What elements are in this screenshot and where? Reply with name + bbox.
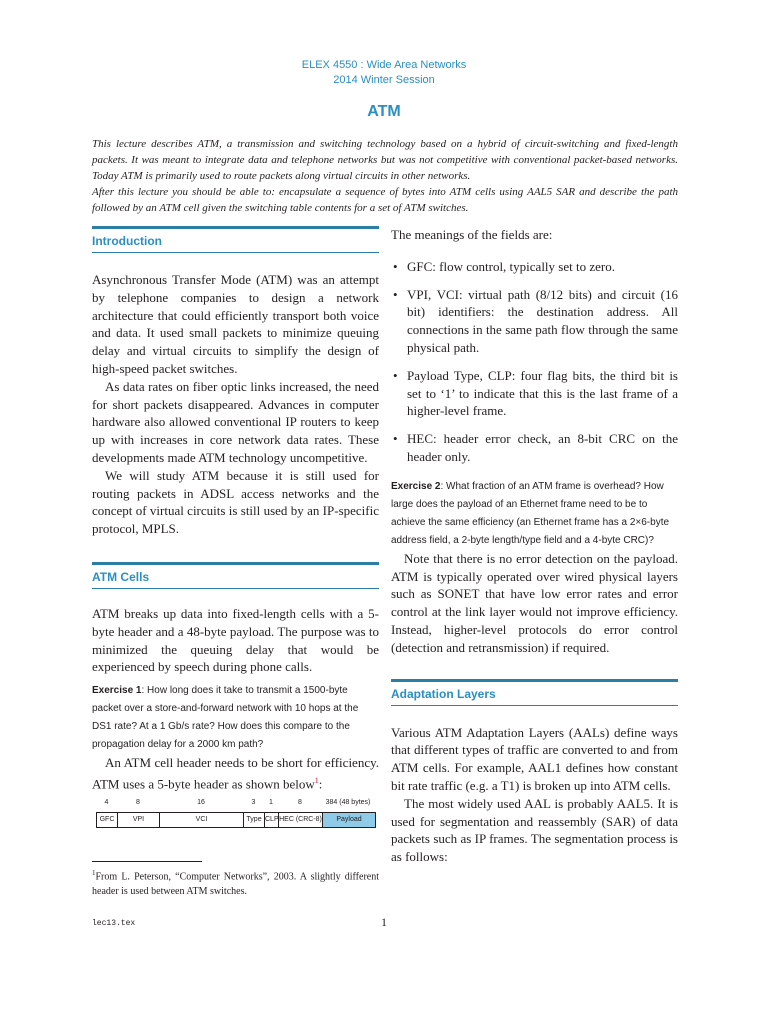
intro-paragraph-2: As data rates on fiber optic links increased, the need for short packets disappeared. Advances in computer hardware also allowed conventional IP routers to keep up with increases in core network data rates. These developments made ATM technology uncompetitive. bbox=[92, 378, 379, 465]
footnote bbox=[92, 866, 379, 899]
section-heading: Introduction bbox=[92, 234, 162, 248]
intro-paragraph-3: We will study ATM because it is still used for routing packets in ADSL access networks and the concept of virtual circuits is still used by an IP-specific protocol, MPLS. bbox=[92, 467, 379, 537]
left-column bbox=[92, 226, 379, 899]
aal-paragraph-1: Various ATM Adaptation Layers (AALs) define ways that different types of traffic are converted to and from ATM cells. For example, AAL1 defines how constant bit rate traffic (e.g. a T1) is broken up into ATM cells. bbox=[391, 724, 678, 793]
field-hec: HEC (CRC-8) bbox=[279, 813, 323, 827]
bit-width-vpi: 8 bbox=[136, 799, 140, 807]
source-filename: lec13.tex bbox=[92, 919, 136, 928]
bit-width-hec: 8 bbox=[298, 799, 302, 807]
error-note-paragraph: Note that there is no error detection on the payload. ATM is typically operated over wired physical layers such as SONET that have low error rates and error control at the link layer would not improve efficiency. Instead, higher-level protocols do error control (detection and retransmission) if required. bbox=[391, 550, 678, 655]
footnote-text: From L. Peterson, “Computer Networks”, 2003. A slightly different header is used between ATM switches. bbox=[92, 871, 379, 898]
field-type: Type bbox=[244, 813, 265, 827]
footnote-rule bbox=[92, 861, 202, 862]
field-clp: CLP bbox=[265, 813, 279, 827]
course-title: ELEX 4550 : Wide Area Networks bbox=[301, 59, 467, 71]
section-atm-cells bbox=[92, 562, 379, 589]
field-gfc: GFC bbox=[97, 813, 118, 827]
aal-paragraph-2: The most widely used AAL is probably AAL5. It is used for segmentation and reassembly (SAR) of data packets such as IP frames. The segmentation process is as follows: bbox=[391, 795, 678, 865]
bit-width-gfc: 4 bbox=[104, 799, 109, 807]
bit-width-clp: 1 bbox=[269, 799, 273, 807]
bit-widths bbox=[92, 799, 379, 809]
fields-list bbox=[391, 258, 678, 466]
exercise-1 bbox=[92, 682, 379, 754]
intro-paragraph-1: Asynchronous Transfer Mode (ATM) was an attempt by telephone companies to design a network architecture that could efficiently transport both voice and data. It used small packets to minimize queuing delay and virtual circuits to simplify the design of high-speed packet switches. bbox=[92, 272, 379, 376]
cells-paragraph-2-end: : bbox=[318, 776, 323, 792]
section-introduction bbox=[92, 226, 379, 253]
exercise-text: : What fraction of an ATM frame is overhead? How large does the payload of an Ethernet frame need to be to achieve the same efficiency (an Ethernet frame has a 2×6-byte address field, a 2-byte length/type field and a 4-byte CRC)? bbox=[391, 480, 670, 546]
abstract-paragraph: This lecture describes ATM, a transmission and switching technology based on a hybrid of circuit-switching and fixed-length packets. It was meant to integrate data and telephone networks but was not competitive with conventional packet-based networks. Today ATM is primarily used to route packets along virtual circuits in other networks. bbox=[92, 138, 678, 182]
exercise-2 bbox=[391, 478, 678, 550]
list-item: • GFC: flow control, typically set to zero. bbox=[391, 258, 678, 276]
list-item: • VPI, VCI: virtual path (8/12 bits) and circuit (16 bit) identifiers: the destination address. All connections in the same path flow through the same physical path. bbox=[391, 286, 678, 357]
page-number: 1 bbox=[381, 915, 387, 929]
exercise-text: : How long does it take to transmit a 1500-byte packet over a store-and-forward network with 10 hops at the DS1 rate? At a 1 Gb/s rate? How does this compare to the propagation delay for a 2000 km path? bbox=[92, 685, 359, 751]
document-header bbox=[0, 58, 768, 88]
section-adaptation-layers bbox=[391, 679, 678, 706]
abstract bbox=[92, 136, 678, 216]
header-fields bbox=[96, 812, 376, 828]
list-item: • Payload Type, CLP: four flag bits, the third bit is set to ‘1’ to indicate that this is the last frame of a higher-level frame. bbox=[391, 367, 678, 420]
objectives-paragraph: After this lecture you should be able to: encapsulate a sequence of bytes into ATM cells using AAL5 SAR and describe the path followed by an ATM cell given the switching table contents for a set of ATM switches. bbox=[92, 186, 678, 214]
atm-header-diagram bbox=[92, 793, 379, 853]
cells-paragraph-2-text: An ATM cell header needs to be short for efficiency. ATM uses a 5-byte header as shown below bbox=[92, 755, 379, 792]
bit-width-vci: 16 bbox=[197, 799, 205, 807]
exercise-label: Exercise 1 bbox=[92, 685, 142, 697]
fields-intro: The meanings of the fields are: bbox=[391, 227, 553, 242]
right-column bbox=[391, 226, 678, 866]
footnote-mark: 1 bbox=[92, 869, 96, 878]
session-label: 2014 Winter Session bbox=[333, 74, 435, 86]
page-title: ATM bbox=[367, 103, 401, 120]
footnote-ref[interactable]: 1 bbox=[314, 775, 319, 785]
section-heading: ATM Cells bbox=[92, 569, 150, 584]
list-item: • HEC: header error check, an 8-bit CRC on the header only. bbox=[391, 430, 678, 466]
field-payload: Payload bbox=[323, 813, 375, 827]
field-vpi: VPI bbox=[118, 813, 160, 827]
bit-width-type: 3 bbox=[251, 799, 256, 807]
cells-paragraph-2 bbox=[92, 754, 379, 793]
field-vci: VCI bbox=[160, 813, 244, 827]
exercise-label: Exercise 2 bbox=[391, 480, 441, 492]
cells-paragraph-1: ATM breaks up data into fixed-length cells with a 5-byte header and a 48-byte payload. The purpose was to minimized the queuing delay that would be experienced by speech during phone calls. bbox=[92, 605, 379, 675]
bit-width-payload: 384 (48 bytes) bbox=[325, 799, 371, 807]
section-heading: Adaptation Layers bbox=[391, 686, 496, 701]
